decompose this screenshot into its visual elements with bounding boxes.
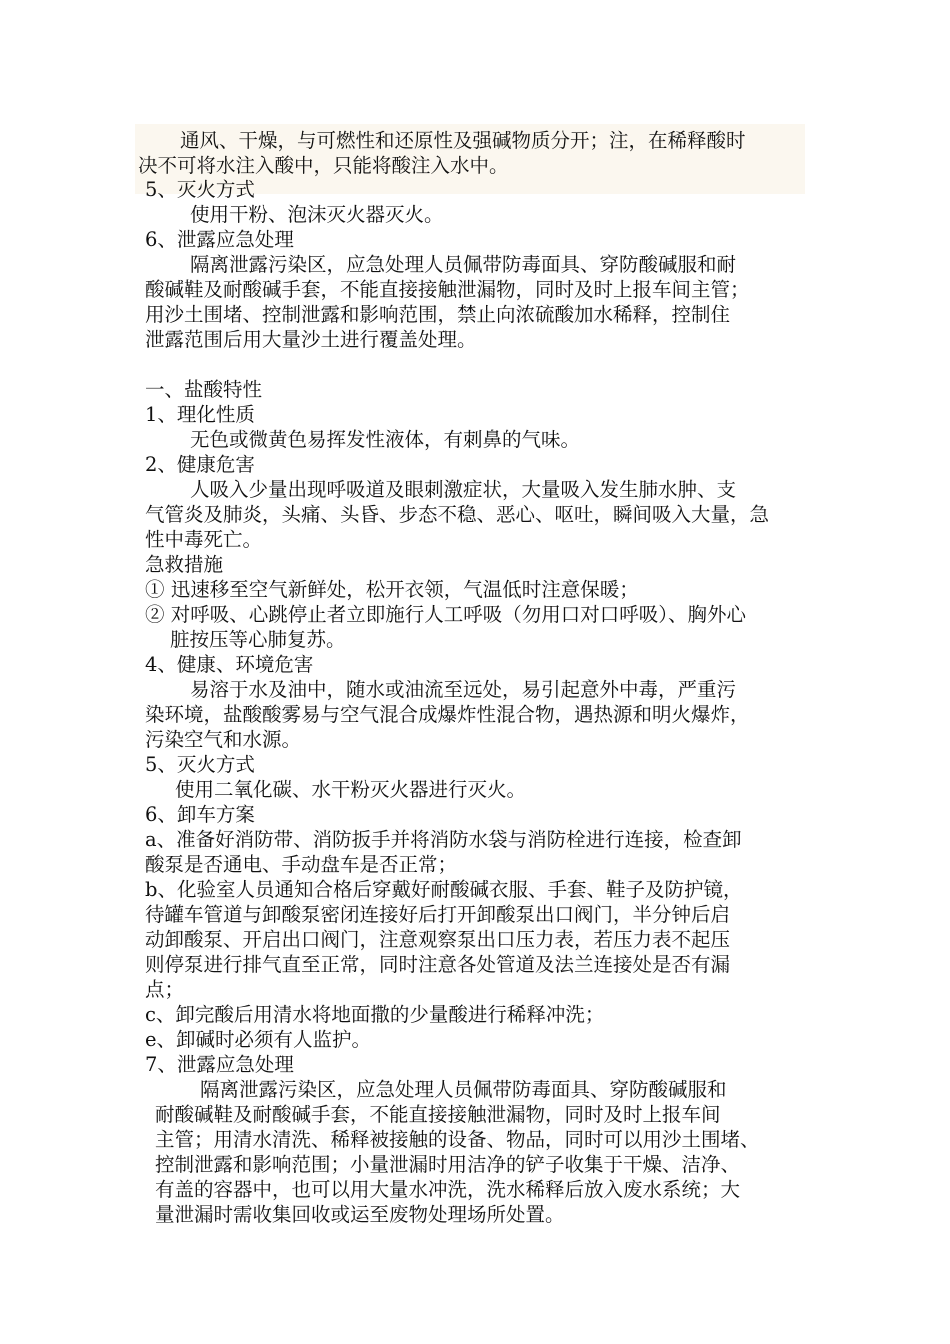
text-line: 通风、干燥，与可燃性和还原性及强碱物质分开；注，在稀释酸时 — [180, 129, 746, 152]
text-line: 染环境，盐酸酸雾易与空气混合成爆炸性混合物，遇热源和明火爆炸， — [145, 703, 750, 726]
section-heading: 4、健康、环境危害 — [145, 653, 314, 676]
list-item-continuation: 脏按压等心肺复苏。 — [170, 628, 346, 651]
text-line: 气管炎及肺炎，头痛、头昏、步态不稳、恶心、呕吐，瞬间吸入大量，急 — [145, 503, 770, 526]
section-heading: 6、泄露应急处理 — [145, 228, 294, 251]
text-line: 主管；用清水清洗、稀释被接触的设备、物品，同时可以用沙土围堵、 — [155, 1128, 760, 1151]
section-heading: 6、卸车方案 — [145, 803, 255, 826]
text-line: 则停泵进行排气直至正常，同时注意各处管道及法兰连接处是否有漏 — [145, 953, 731, 976]
text-line: 易溶于水及油中，随水或油流至远处，易引起意外中毒，严重污 — [190, 678, 737, 701]
text-line: 动卸酸泵、开启出口阀门，注意观察泵出口压力表，若压力表不起压 — [145, 928, 731, 951]
text-line: 控制泄露和影响范围；小量泄漏时用洁净的铲子收集于干燥、洁净、 — [155, 1153, 741, 1176]
section-heading: 急救措施 — [145, 553, 224, 576]
list-item: ① 迅速移至空气新鲜处，松开衣领，气温低时注意保暖； — [145, 578, 639, 601]
text-line: 决不可将水注入酸中，只能将酸注入水中。 — [138, 154, 509, 177]
text-line: 泄露范围后用大量沙土进行覆盖处理。 — [145, 328, 477, 351]
text-line: 无色或微黄色易挥发性液体，有刺鼻的气味。 — [190, 428, 581, 451]
list-item: c、卸完酸后用清水将地面撒的少量酸进行稀释冲洗； — [145, 1003, 605, 1026]
text-line: 人吸入少量出现呼吸道及眼刺激症状，大量吸入发生肺水肿、支 — [190, 478, 737, 501]
text-line: 酸碱鞋及耐酸碱手套，不能直接接触泄漏物，同时及时上报车间主管； — [145, 278, 750, 301]
text-line: 有盖的容器中，也可以用大量水冲洗，洗水稀释后放入废水系统；大 — [155, 1178, 741, 1201]
text-line: 酸泵是否通电、手动盘车是否正常； — [145, 853, 458, 876]
text-line: 隔离泄露污染区，应急处理人员佩带防毒面具、穿防酸碱服和耐 — [190, 253, 737, 276]
text-line: 量泄漏时需收集回收或运至废物处理场所处置。 — [155, 1203, 565, 1226]
section-title: 一、盐酸特性 — [145, 378, 263, 401]
section-heading: 2、健康危害 — [145, 453, 255, 476]
text-line: 待罐车管道与卸酸泵密闭连接好后打开卸酸泵出口阀门，半分钟后启 — [145, 903, 731, 926]
text-line: 使用干粉、泡沫灭火器灭火。 — [190, 203, 444, 226]
text-line: 污染空气和水源。 — [145, 728, 302, 751]
list-item: e、卸碱时必须有人监护。 — [145, 1028, 372, 1051]
list-item: a、准备好消防带、消防扳手并将消防水袋与消防栓进行连接，检查卸 — [145, 828, 742, 851]
text-line: 隔离泄露污染区，应急处理人员佩带防毒面具、穿防酸碱服和 — [200, 1078, 727, 1101]
section-heading: 5、灭火方式 — [145, 178, 255, 201]
section-heading: 7、泄露应急处理 — [145, 1053, 294, 1076]
text-line: 性中毒死亡。 — [145, 528, 263, 551]
list-item: ② 对呼吸、心跳停止者立即施行人工呼吸（勿用口对口呼吸）、胸外心 — [145, 603, 746, 626]
section-heading: 5、灭火方式 — [145, 753, 255, 776]
section-heading: 1、理化性质 — [145, 403, 255, 426]
list-item: b、化验室人员通知合格后穿戴好耐酸碱衣服、手套、鞋子及防护镜， — [145, 878, 743, 901]
text-line: 用沙土围堵、控制泄露和影响范围，禁止向浓硫酸加水稀释，控制住 — [145, 303, 731, 326]
text-line: 点； — [145, 978, 185, 1001]
text-line: 耐酸碱鞋及耐酸碱手套，不能直接接触泄漏物，同时及时上报车间 — [155, 1103, 721, 1126]
text-line: 使用二氧化碳、水干粉灭火器进行灭火。 — [175, 778, 527, 801]
